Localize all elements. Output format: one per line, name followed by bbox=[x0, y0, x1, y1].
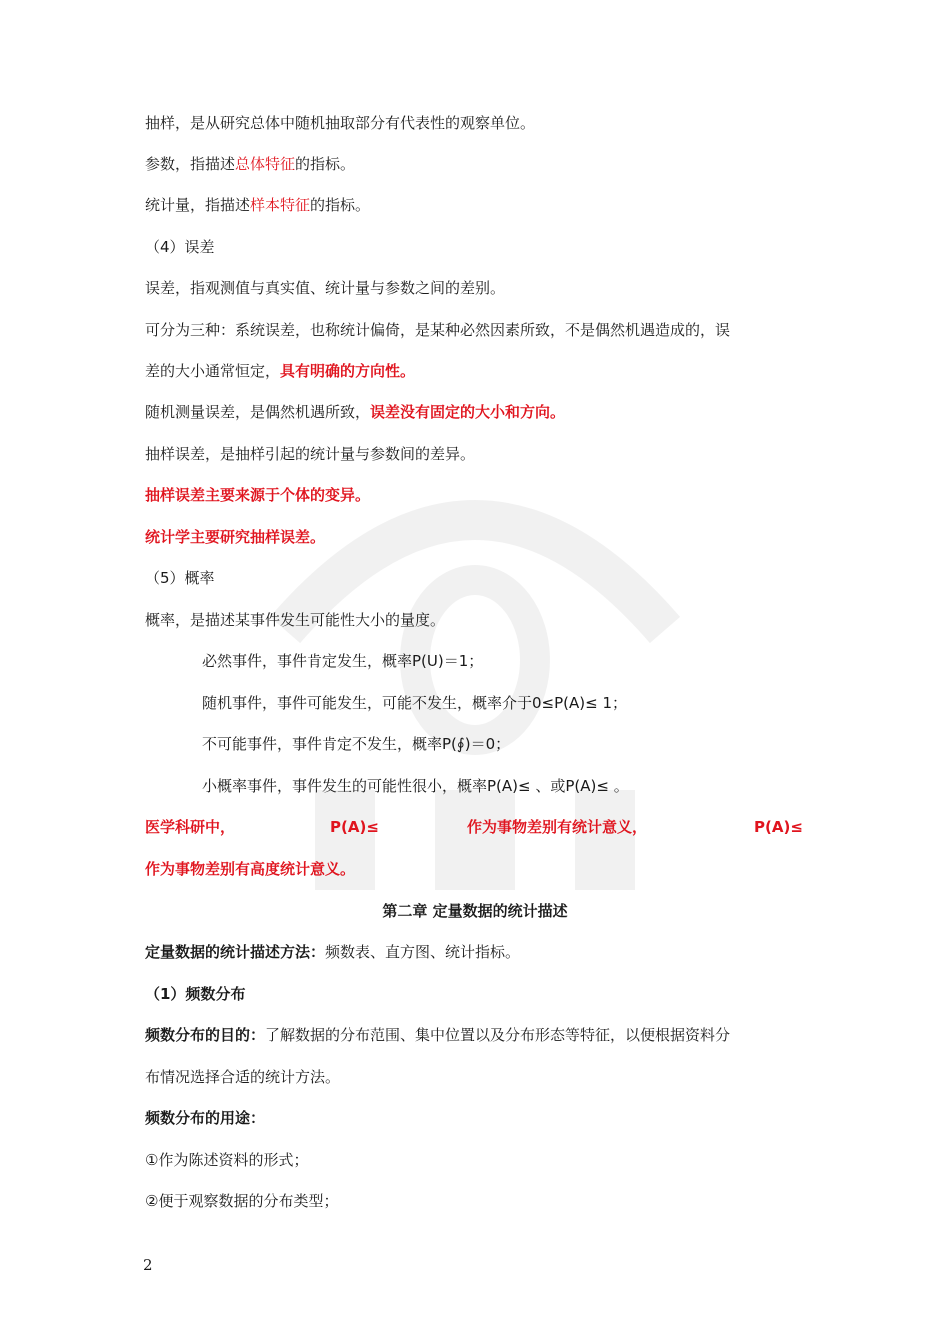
para-parameter: 参数，指描述总体特征的指标。 bbox=[145, 155, 356, 173]
para-probability-definition: 概率，是描述某事件发生可能性大小的量度。 bbox=[145, 611, 446, 629]
para-sampling-error: 抽样误差，是抽样引起的统计量与参数间的差异。 bbox=[145, 445, 476, 463]
section-heading-error: （4）误差 bbox=[145, 238, 215, 256]
para-sampling-error-source: 抽样误差主要来源于个体的变异。 bbox=[145, 486, 371, 504]
para-sampling: 抽样，是从研究总体中随机抽取部分有代表性的观察单位。 bbox=[145, 114, 536, 132]
para-error-definition: 误差，指观测值与真实值、统计量与参数之间的差别。 bbox=[145, 279, 506, 297]
highlight-population-feature: 总体特征 bbox=[235, 155, 296, 173]
item-certain-event: 必然事件，事件肯定发生，概率P(U)＝1； bbox=[202, 652, 484, 670]
section-heading-probability: （5）概率 bbox=[145, 569, 215, 587]
para-frequency-purpose-cont: 布情况选择合适的统计方法。 bbox=[145, 1068, 341, 1086]
para-statistics-focus: 统计学主要研究抽样误差。 bbox=[145, 528, 326, 546]
highlight-direction: 具有明确的方向性。 bbox=[280, 362, 416, 380]
para-error-types: 可分为三种：系统误差，也称统计偏倚，是某种必然因素所致，不是偶然机遇造成的，误 bbox=[145, 321, 731, 339]
para-frequency-purpose: 频数分布的目的：了解数据的分布范围、集中位置以及分布形态等特征，以便根据资料分 bbox=[145, 1026, 731, 1044]
para-statistic: 统计量，指描述样本特征的指标。 bbox=[145, 196, 371, 214]
para-error-types-cont: 差的大小通常恒定，具有明确的方向性。 bbox=[145, 362, 416, 380]
item-impossible-event: 不可能事件，事件肯定不发生，概率P(∮)＝0； bbox=[202, 735, 511, 753]
section-heading-frequency: （1）频数分布 bbox=[145, 985, 246, 1003]
chapter-title: 第二章 定量数据的统计描述 bbox=[382, 902, 568, 920]
page-number: 2 bbox=[143, 1256, 153, 1274]
highlight-sample-feature: 样本特征 bbox=[250, 196, 311, 214]
list-item-use-2: ②便于观察数据的分布类型； bbox=[145, 1192, 339, 1210]
item-random-event: 随机事件，事件可能发生，可能不发生，概率介于0≤P(A)≤ 1； bbox=[202, 694, 628, 712]
para-random-error: 随机测量误差，是偶然机遇所致，误差没有固定的大小和方向。 bbox=[145, 403, 566, 421]
para-frequency-uses: 频数分布的用途： bbox=[145, 1109, 266, 1127]
para-high-significance: 作为事物差别有高度统计意义。 bbox=[145, 860, 356, 878]
item-small-probability-event: 小概率事件，事件发生的可能性很小，概率P(A)≤ 、或P(A)≤ 。 bbox=[202, 777, 629, 795]
highlight-no-fixed-size: 误差没有固定的大小和方向。 bbox=[370, 403, 566, 421]
list-item-use-1: ①作为陈述资料的形式； bbox=[145, 1151, 309, 1169]
para-medical-research: 医学科研中， P(A)≤ 作为事物差别有统计意义， P(A)≤ bbox=[145, 818, 803, 836]
para-description-methods: 定量数据的统计描述方法：频数表、直方图、统计指标。 bbox=[145, 943, 521, 961]
